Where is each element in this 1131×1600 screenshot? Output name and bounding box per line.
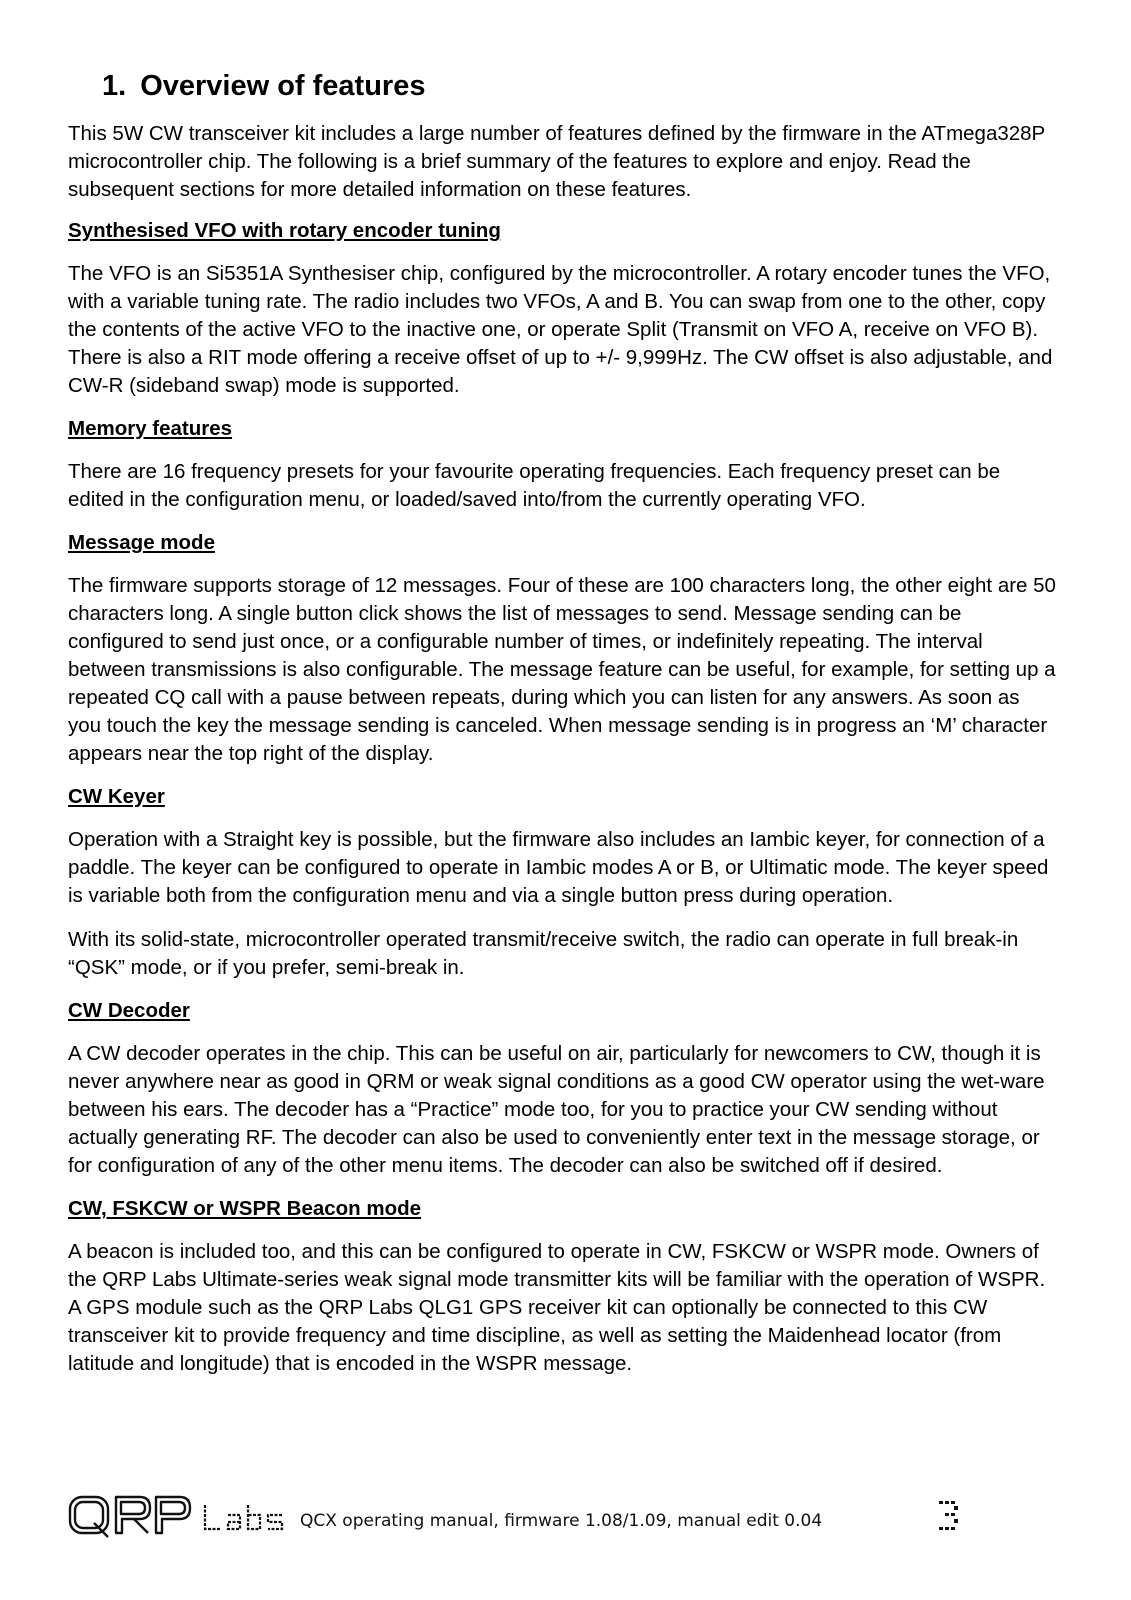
section-heading: CW, FSKCW or WSPR Beacon mode xyxy=(68,1197,422,1220)
section-paragraph: The firmware supports storage of 12 messages. Four of these are 100 characters long, the other eight are 50 characters long. A single button click shows the list of messages to send. Message sending can be configured to send just once, or a configurable number of times, or indefinitely repeating. The interval between transmissions is also configurable. The message feature can be useful, for example, for setting up a repeated CQ call with a pause between repeats, during which you can listen for any answers. As soon as you touch the key the message sending is canceled. When message sending is in progress an ‘M’ character appears near the top right of the display. xyxy=(68,574,1056,765)
section-paragraph: A beacon is included too, and this can be configured to operate in CW, FSKCW or WSPR mode. Owners of the QRP Labs Ultimate-series weak signal mode transmitter kits will be familiar with the operation of WSPR. A GPS module such as the QRP Labs QLG1 GPS receiver kit can optionally be connected to this CW transceiver kit to provide frequency and time discipline, as well as setting the Maidenhead locator (from latitude and longitude) that is encoded in the WSPR message. xyxy=(68,1240,1046,1375)
page-heading xyxy=(102,66,1058,106)
page-content xyxy=(68,66,1058,1394)
section xyxy=(68,1196,1058,1378)
section-heading: Synthesised VFO with rotary encoder tuning xyxy=(68,219,501,242)
sections-container xyxy=(68,218,1058,1378)
page-number-icon xyxy=(936,1499,960,1533)
section-heading: Memory features xyxy=(68,417,233,440)
section-paragraph: A CW decoder operates in the chip. This can be useful on air, particularly for newcomers to CW, though it is never anywhere near as good in QRM or weak signal conditions as a good CW operator using the wet-ware between his ears. The decoder has a “Practice” mode too, for you to practice your CW sending without actually generating RF. The decoder can also be used to conveniently enter text in the message storage, or for configuration of any of the other menu items. The decoder can also be switched off if desired. xyxy=(68,1042,1045,1177)
section xyxy=(68,416,1058,514)
labs-logo-icon xyxy=(202,1503,292,1533)
intro-paragraph: This 5W CW transceiver kit includes a large number of features defined by the firmware in the ATmega328P microcontroller chip. The following is a brief summary of the features to explore and enjoy. Read the subsequent sections for more detailed information on these features. xyxy=(68,122,1045,201)
section xyxy=(68,784,1058,982)
section-heading: CW Decoder xyxy=(68,999,190,1022)
section-paragraph: There are 16 frequency presets for your favourite operating frequencies. Each frequency preset can be edited in the configuration menu, or loaded/saved into/from the currently operating VFO. xyxy=(68,460,1001,511)
section-paragraph: With its solid-state, microcontroller operated transmit/receive switch, the radio can operate in full break-in “QSK” mode, or if you prefer, semi-break in. xyxy=(68,928,1019,979)
qrp-logo-icon xyxy=(68,1493,196,1539)
section xyxy=(68,218,1058,400)
page-footer xyxy=(68,1493,1058,1543)
heading-number: 1. xyxy=(102,70,127,102)
heading-title: Overview of features xyxy=(140,70,426,102)
section xyxy=(68,998,1058,1180)
section-heading: CW Keyer xyxy=(68,785,165,808)
section-paragraph: Operation with a Straight key is possible, but the firmware also includes an Iambic keyer, for connection of a paddle. The keyer can be configured to operate in Iambic modes A or B, or Ultimatic mode. The keyer speed is variable both from the configuration menu and via a single button press during operation. xyxy=(68,828,1049,907)
section xyxy=(68,530,1058,768)
footer-text: QCX operating manual, firmware 1.08/1.09, manual edit 0.04 xyxy=(300,1511,823,1531)
section-paragraph: The VFO is an Si5351A Synthesiser chip, configured by the microcontroller. A rotary encoder tunes the VFO, with a variable tuning rate. The radio includes two VFOs, A and B. You can swap from one to the other, copy the contents of the active VFO to the inactive one, or operate Split (Transmit on VFO A, receive on VFO B). There is also a RIT mode offering a receive offset of up to +/- 9,999Hz. The CW offset is also adjustable, and CW-R (sideband swap) mode is supported. xyxy=(68,262,1053,397)
section-heading: Message mode xyxy=(68,531,215,554)
